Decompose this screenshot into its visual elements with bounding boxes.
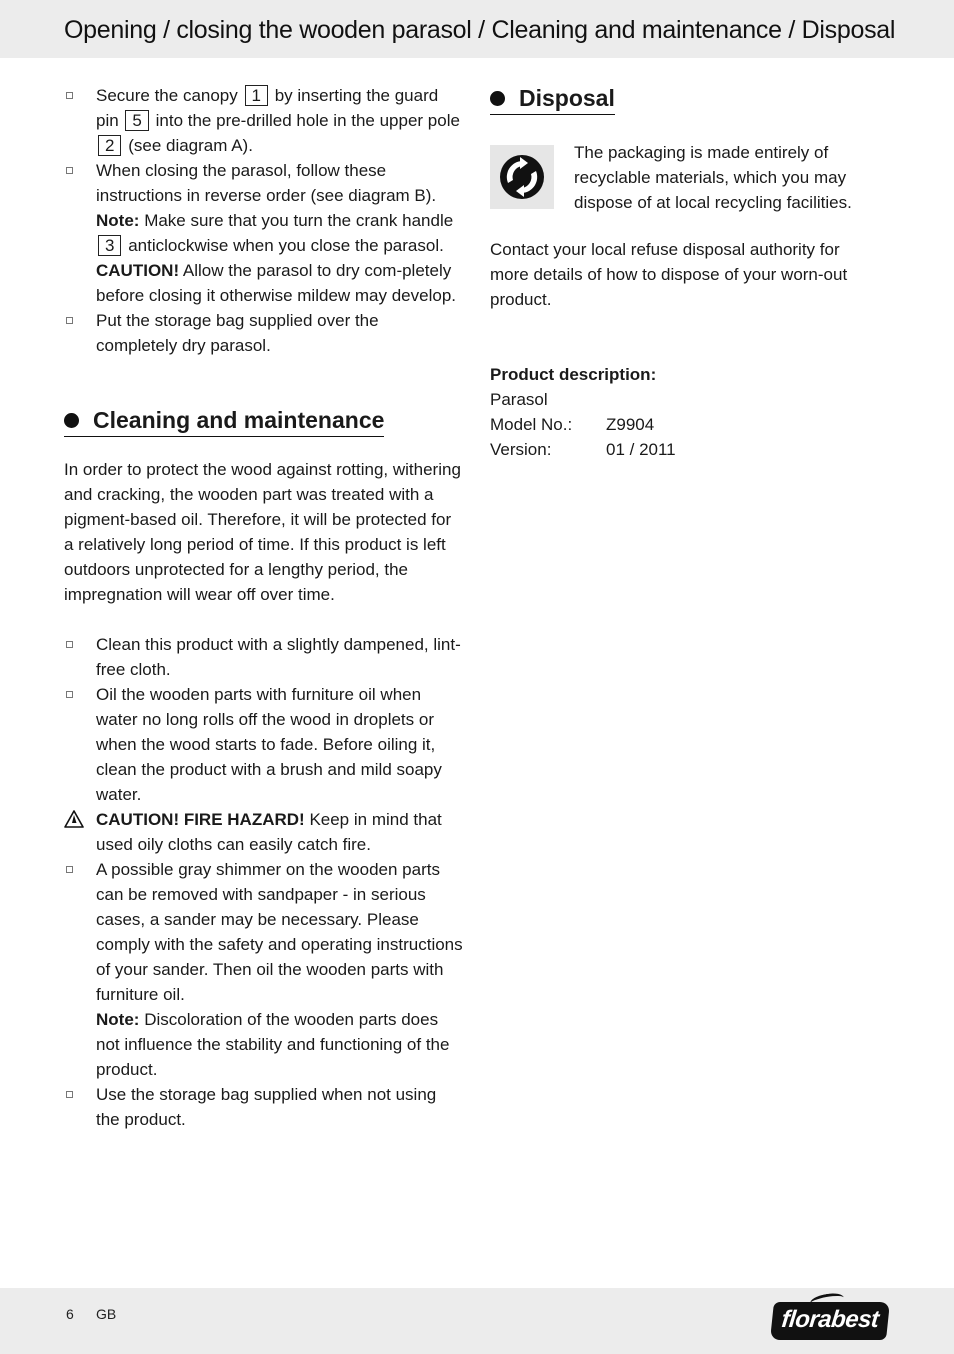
- brand-logo-text: florabest: [780, 1306, 880, 1333]
- caution-label: CAUTION!: [96, 261, 180, 280]
- part-reference: 1: [245, 85, 268, 106]
- version-number: 01 / 2011: [606, 440, 676, 459]
- checkbox-square-icon: [66, 641, 73, 648]
- product-description-label: Product description:: [490, 365, 657, 384]
- checkbox-square-icon: [66, 167, 73, 174]
- warning-item: CAUTION! FIRE HAZARD! Keep in mind that used oily cloths can easily catch fire.: [64, 807, 464, 857]
- list-item: Put the storage bag supplied over the completely dry parasol.: [64, 308, 464, 358]
- version-row: Version: 01 / 2011: [490, 437, 880, 462]
- part-reference: 2: [98, 135, 121, 156]
- brand-logo: [770, 1302, 890, 1340]
- page-header: [0, 0, 954, 58]
- note-label: Note:: [96, 1010, 140, 1029]
- checkbox-square-icon: [66, 317, 73, 324]
- list-item: Clean this product with a slightly dampened, lint-free cloth.: [64, 632, 464, 682]
- note-label: Note:: [96, 211, 140, 230]
- section-heading-disposal: Disposal: [490, 83, 615, 115]
- checkbox-square-icon: [66, 691, 73, 698]
- list-item: Secure the canopy 1 by inserting the guard pin 5 into the pre-drilled hole in the upper pole 2 (see diagram A).: [64, 83, 464, 158]
- filled-circle-icon: [64, 413, 79, 428]
- checkbox-square-icon: [66, 1091, 73, 1098]
- recycling-info: [490, 140, 880, 215]
- fire-hazard-label: CAUTION! FIRE HAZARD!: [96, 810, 305, 829]
- list-item: When closing the parasol, follow these instructions in reverse order (see diagram B). Note: Make sure that you turn the crank handle 3 anticlockwise when you close the parasol. CAUTION! Allow the parasol to dry com-pletely before closing it otherwise mildew may develop.: [64, 158, 464, 308]
- checkbox-square-icon: [66, 866, 73, 873]
- list-item: A possible gray shimmer on the wooden parts can be removed with sandpaper - in serious cases, a sander may be necessary. Please comply with the safety and operating instructions of your sander. Then oil the wooden parts with furniture oil. Note: Discoloration of the wooden parts does not influence the stability and functioning of the product.: [64, 857, 464, 1082]
- right-column: [490, 83, 880, 462]
- list-item: Oil the wooden parts with furniture oil when water no long rolls off the wood in droplets or when the wood starts to fade. Before oiling it, clean the product with a brush and mild soapy water.: [64, 682, 464, 807]
- part-reference: 3: [98, 235, 121, 256]
- filled-circle-icon: [490, 91, 505, 106]
- checkbox-square-icon: [66, 92, 73, 99]
- cleaning-intro: In order to protect the wood against rotting, withering and cracking, the wooden part was treated with a pigment-based oil. Therefore, it will be protected for a relatively long period of time. If this product is left outdoors unprotected for a lengthy period, the impregnation will wear off over time.: [64, 460, 461, 604]
- left-column: [64, 83, 464, 1132]
- warning-triangle-icon: [64, 810, 84, 828]
- green-dot-recycling-icon: [490, 145, 554, 209]
- disposal-contact-text: Contact your local refuse disposal authority for more details of how to dispose of your worn-out product.: [490, 240, 848, 309]
- model-number: Z9904: [606, 415, 655, 434]
- page-number: 6: [66, 1306, 74, 1322]
- section-heading-cleaning: Cleaning and maintenance: [64, 405, 384, 437]
- product-name: Parasol: [490, 390, 548, 409]
- recycling-text: The packaging is made entirely of recyclable materials, which you may dispose of at local recycling facilities.: [574, 143, 852, 212]
- list-item: Use the storage bag supplied when not using the product.: [64, 1082, 464, 1132]
- product-description: [490, 362, 880, 462]
- model-row: Model No.: Z9904: [490, 412, 880, 437]
- page-title: Opening / closing the wooden parasol / Cleaning and maintenance / Disposal: [64, 16, 896, 44]
- part-reference: 5: [125, 110, 148, 131]
- language-code: GB: [96, 1306, 117, 1322]
